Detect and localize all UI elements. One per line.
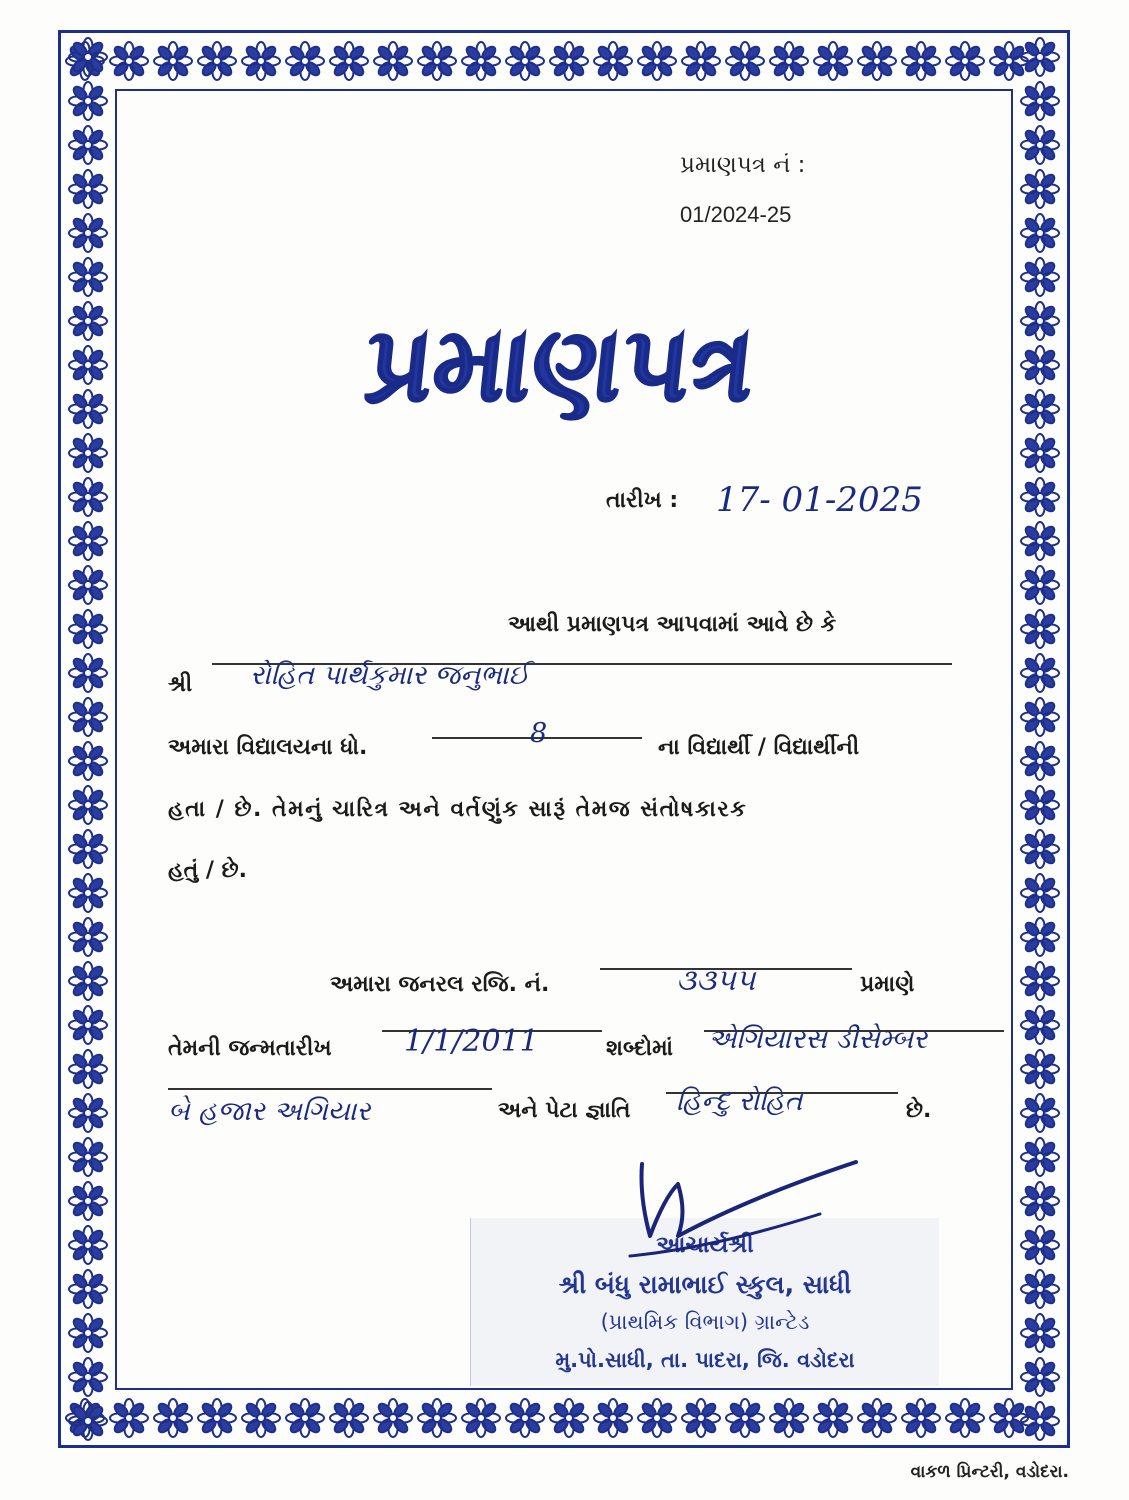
stamp-school: શ્રી બંધુ રામાભાઈ સ્કુલ, સાધી [558, 1270, 852, 1299]
floral-motif-icon [593, 41, 633, 81]
floral-motif-icon [68, 697, 108, 737]
floral-motif-icon [68, 1005, 108, 1045]
stamp-address: મુ.પો.સાધી, તા. પાદરા, જિ. વડોદરા [555, 1348, 855, 1372]
class-label: અમારા વિદ્યાલયના ધો. [168, 735, 368, 760]
student-name: રોહિત પાર્થકુમાર જનુભાઈ [250, 660, 530, 691]
dob-label: તેમની જન્મતારીખ [168, 1036, 332, 1061]
floral-motif-icon [153, 1398, 193, 1438]
floral-motif-icon [68, 961, 108, 1001]
floral-motif-icon [1020, 37, 1060, 77]
floral-motif-icon [329, 1398, 369, 1438]
floral-motif-icon [68, 125, 108, 165]
floral-motif-icon [1020, 1357, 1060, 1397]
floral-motif-icon [68, 917, 108, 957]
floral-motif-icon [1020, 917, 1060, 957]
dob-words-label: શબ્દોમાં [606, 1036, 674, 1061]
floral-motif-icon [417, 41, 457, 81]
floral-motif-icon [68, 1093, 108, 1133]
floral-motif-icon [1020, 1005, 1060, 1045]
certificate-number-value: 01/2024-25 [680, 202, 792, 227]
floral-motif-icon [857, 1398, 897, 1438]
stamp-division: (પ્રાથમિક વિભાગ) ગ્રાન્ટેડ [600, 1310, 810, 1334]
floral-motif-icon [1020, 389, 1060, 429]
floral-motif-icon [1020, 1401, 1060, 1441]
floral-motif-icon [637, 1398, 677, 1438]
floral-motif-icon [329, 41, 369, 81]
floral-motif-icon [1020, 653, 1060, 693]
floral-motif-icon [68, 257, 108, 297]
floral-motif-icon [769, 1398, 809, 1438]
floral-motif-icon [68, 1313, 108, 1353]
date-label: તારીખ : [606, 488, 679, 513]
floral-motif-icon [1020, 345, 1060, 385]
character-line: હતા / છે. તેમનું ચારિત્ર અને વર્તણુંક સારૂં તેમજ સંતોષકારક [168, 797, 748, 822]
floral-motif-icon [1020, 1181, 1060, 1221]
floral-motif-icon [68, 1049, 108, 1089]
date-value: 17- 01-2025 [716, 480, 923, 520]
floral-motif-icon [1020, 1137, 1060, 1177]
floral-motif-icon [68, 565, 108, 605]
floral-motif-icon [197, 1398, 237, 1438]
floral-motif-icon [461, 1398, 501, 1438]
subcaste-suffix: છે. [906, 1098, 932, 1123]
floral-motif-icon [68, 653, 108, 693]
subcaste-label: અને પેટા જ્ઞાતિ [498, 1098, 631, 1123]
stamp-title: આચાર્યશ્રી [656, 1232, 754, 1258]
floral-motif-icon [1020, 873, 1060, 913]
floral-motif-icon [241, 1398, 281, 1438]
heading-text: પ્રમાણપત્ર [359, 303, 761, 425]
dob-value: 1/1/2011 [404, 1024, 539, 1059]
floral-motif-icon [1020, 433, 1060, 473]
floral-border-right [1013, 33, 1067, 1446]
floral-motif-icon [68, 741, 108, 781]
floral-motif-icon [197, 41, 237, 81]
floral-motif-icon [505, 1398, 545, 1438]
floral-motif-icon [153, 41, 193, 81]
printer-credit: વાકળ પ્રિન્ટરી, વડોદરા. [910, 1462, 1069, 1482]
floral-motif-icon [461, 41, 501, 81]
dob-words-continuation-line [168, 1088, 492, 1090]
floral-motif-icon [68, 345, 108, 385]
floral-motif-icon [68, 829, 108, 869]
floral-motif-icon [1020, 257, 1060, 297]
floral-motif-icon [68, 1225, 108, 1265]
name-prefix: શ્રી [168, 672, 193, 697]
class-suffix: ના વિદ્યાર્થી / વિદ્યાર્થીની [658, 735, 860, 760]
floral-motif-icon [681, 1398, 721, 1438]
floral-motif-icon [1020, 477, 1060, 517]
floral-motif-icon [285, 41, 325, 81]
floral-motif-icon [109, 41, 149, 81]
floral-motif-icon [945, 1398, 985, 1438]
floral-motif-icon [68, 873, 108, 913]
floral-motif-icon [901, 41, 941, 81]
floral-motif-icon [68, 521, 108, 561]
floral-border-top [61, 33, 1067, 89]
floral-motif-icon [68, 1181, 108, 1221]
class-value: 8 [530, 718, 548, 749]
floral-motif-icon [725, 1398, 765, 1438]
floral-motif-icon [1020, 697, 1060, 737]
floral-motif-icon [593, 1398, 633, 1438]
floral-motif-icon [1020, 1313, 1060, 1353]
floral-motif-icon [68, 1401, 108, 1441]
floral-motif-icon [373, 41, 413, 81]
floral-motif-icon [813, 41, 853, 81]
floral-motif-icon [68, 1269, 108, 1309]
floral-motif-icon [1020, 81, 1060, 121]
floral-motif-icon [68, 169, 108, 209]
floral-motif-icon [68, 37, 108, 77]
floral-motif-icon [549, 1398, 589, 1438]
floral-motif-icon [1020, 741, 1060, 781]
floral-motif-icon [1020, 125, 1060, 165]
floral-motif-icon [681, 41, 721, 81]
floral-motif-icon [68, 301, 108, 341]
floral-motif-icon [68, 389, 108, 429]
certificate-heading [262, 300, 872, 430]
register-label: અમારા જનરલ રજિ. નં. [330, 972, 550, 997]
subcaste-value: હિન્દુ રોહિત [676, 1086, 803, 1117]
floral-motif-icon [1020, 1269, 1060, 1309]
floral-motif-icon [945, 41, 985, 81]
floral-motif-icon [68, 213, 108, 253]
certificate-number-label: પ્રમાણપત્ર નં : [680, 152, 806, 178]
dob-words-value: એગિયારસ ડીસેમ્બર [708, 1024, 928, 1055]
principal-signature [620, 1150, 880, 1260]
floral-motif-icon [725, 41, 765, 81]
register-value: ૩૩૫૫ [676, 963, 756, 998]
floral-motif-icon [1020, 609, 1060, 649]
floral-motif-icon [1020, 213, 1060, 253]
floral-border-bottom [61, 1390, 1067, 1446]
floral-motif-icon [769, 41, 809, 81]
floral-motif-icon [68, 1137, 108, 1177]
floral-motif-icon [1020, 521, 1060, 561]
floral-motif-icon [68, 1357, 108, 1397]
dob-words-continuation: બે હજાર અગિયાર [168, 1096, 371, 1127]
floral-motif-icon [1020, 301, 1060, 341]
floral-motif-icon [241, 41, 281, 81]
floral-motif-icon [1020, 1093, 1060, 1133]
floral-motif-icon [109, 1398, 149, 1438]
floral-motif-icon [637, 41, 677, 81]
floral-border-left [61, 33, 115, 1446]
floral-motif-icon [417, 1398, 457, 1438]
intro-text: આથી પ્રમાણપત્ર આપવામાં આવે છે કે [508, 612, 837, 637]
floral-motif-icon [68, 785, 108, 825]
register-suffix: પ્રમાણે [860, 972, 915, 997]
floral-motif-icon [373, 1398, 413, 1438]
floral-motif-icon [68, 81, 108, 121]
floral-motif-icon [901, 1398, 941, 1438]
floral-motif-icon [285, 1398, 325, 1438]
floral-motif-icon [1020, 1225, 1060, 1265]
floral-motif-icon [857, 41, 897, 81]
floral-motif-icon [68, 609, 108, 649]
floral-motif-icon [505, 41, 545, 81]
character-end: હતું / છે. [168, 858, 247, 883]
floral-motif-icon [1020, 961, 1060, 1001]
floral-motif-icon [549, 41, 589, 81]
floral-motif-icon [68, 477, 108, 517]
floral-motif-icon [1020, 1049, 1060, 1089]
floral-motif-icon [1020, 785, 1060, 825]
floral-motif-icon [813, 1398, 853, 1438]
floral-motif-icon [1020, 829, 1060, 869]
floral-motif-icon [1020, 169, 1060, 209]
floral-motif-icon [68, 433, 108, 473]
floral-motif-icon [1020, 565, 1060, 605]
